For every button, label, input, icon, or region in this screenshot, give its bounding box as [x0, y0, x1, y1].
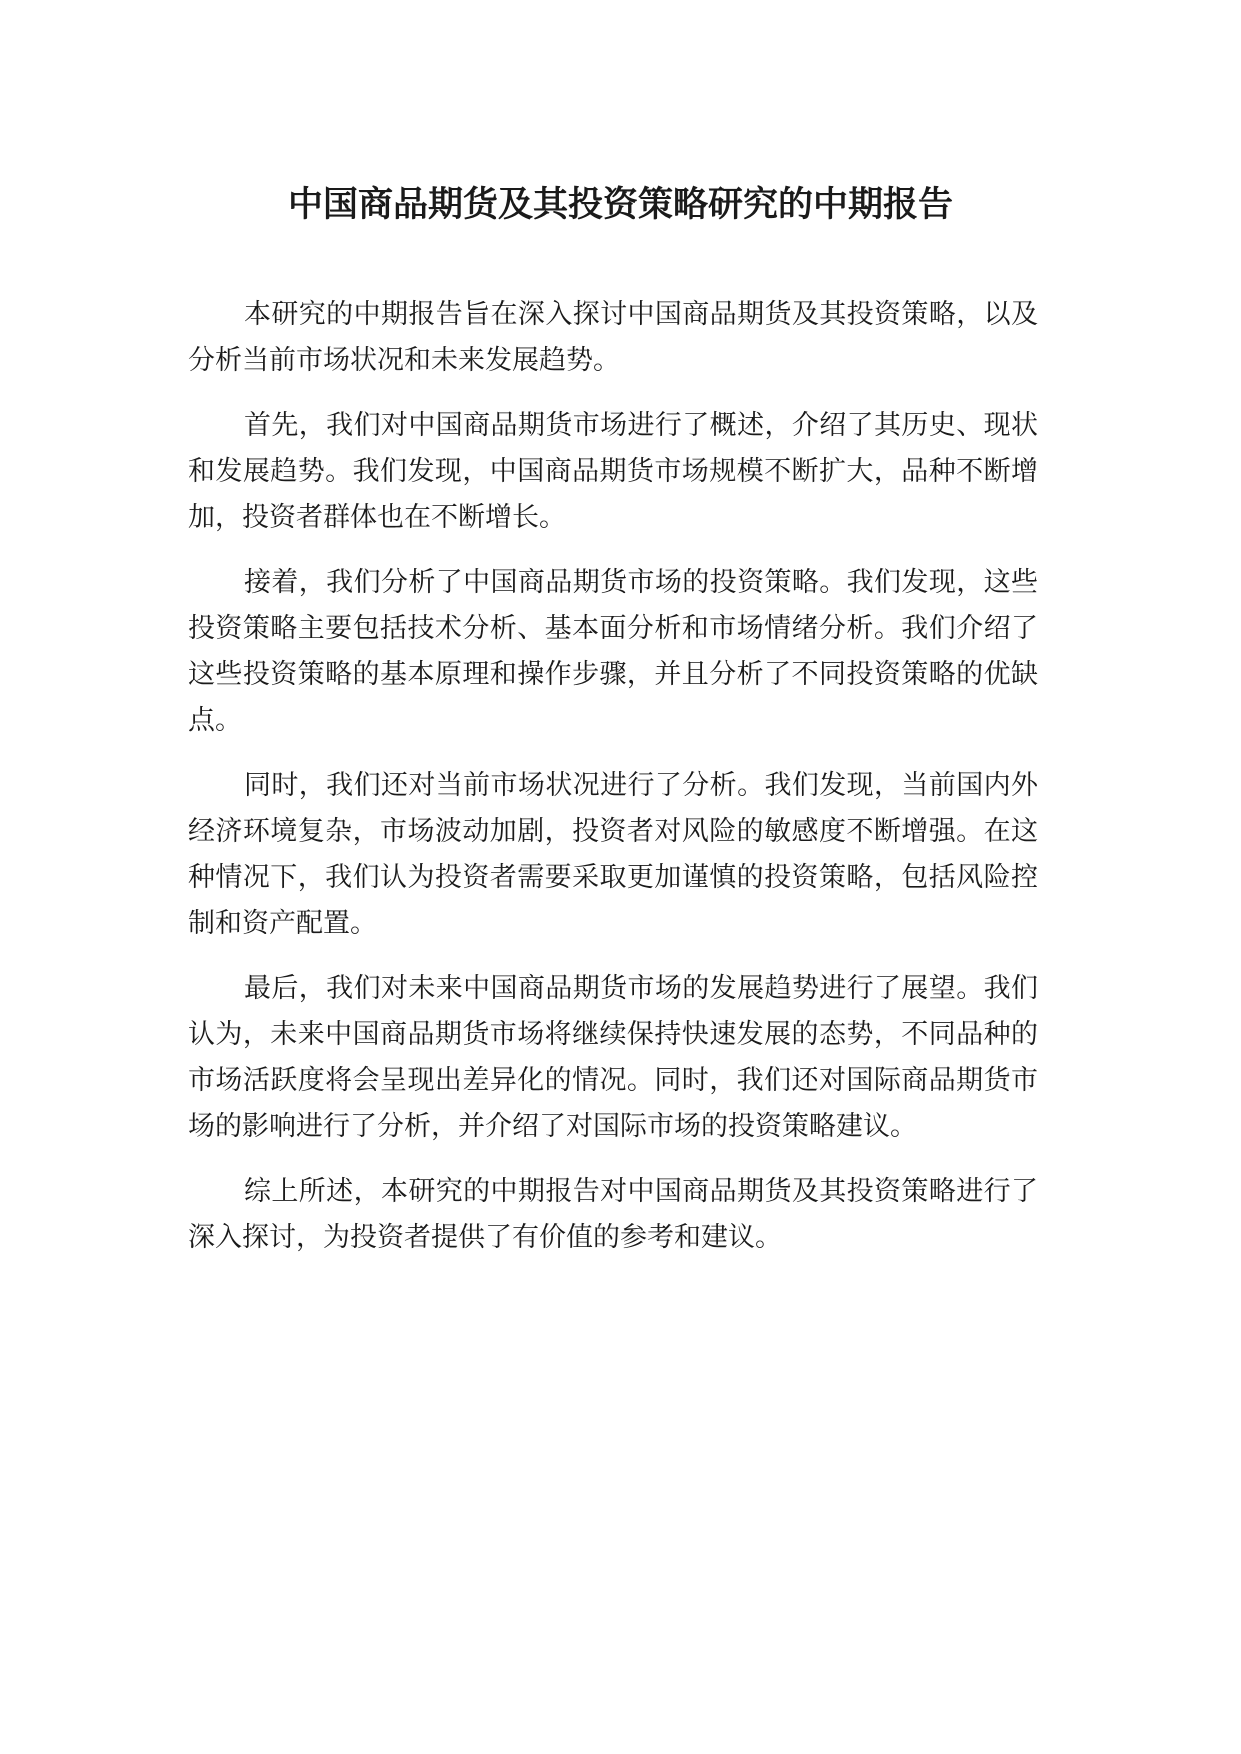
- paragraph-strategies: 接着，我们分析了中国商品期货市场的投资策略。我们发现，这些投资策略主要包括技术分析、基本面分析和市场情绪分析。我们介绍了这些投资策略的基本原理和操作步骤，并且分析了不同投资策略的优缺点。: [188, 567, 1038, 736]
- paragraph-market-status: 同时，我们还对当前市场状况进行了分析。我们发现，当前国内外经济环境复杂，市场波动加剧，投资者对风险的敏感度不断增强。在这种情况下，我们认为投资者需要采取更加谨慎的投资策略，包括风险控制和资产配置。: [188, 770, 1038, 939]
- paragraph-overview: 首先，我们对中国商品期货市场进行了概述，介绍了其历史、现状和发展趋势。我们发现，中国商品期货市场规模不断扩大，品种不断增加，投资者群体也在不断增长。: [188, 410, 1038, 533]
- document-title: 中国商品期货及其投资策略研究的中期报告: [287, 185, 953, 225]
- paragraph-conclusion: 综上所述，本研究的中期报告对中国商品期货及其投资策略进行了深入探讨，为投资者提供了有价值的参考和建议。: [188, 1176, 1038, 1253]
- document-body: [188, 292, 1038, 1280]
- paragraph-intro: 本研究的中期报告旨在深入探讨中国商品期货及其投资策略，以及分析当前市场状况和未来发展趋势。: [188, 299, 1038, 376]
- paragraph-outlook: 最后，我们对未来中国商品期货市场的发展趋势进行了展望。我们认为，未来中国商品期货市场将继续保持快速发展的态势，不同品种的市场活跃度将会呈现出差异化的情况。同时，我们还对国际商品期货市场的影响进行了分析，并介绍了对国际市场的投资策略建议。: [188, 973, 1038, 1142]
